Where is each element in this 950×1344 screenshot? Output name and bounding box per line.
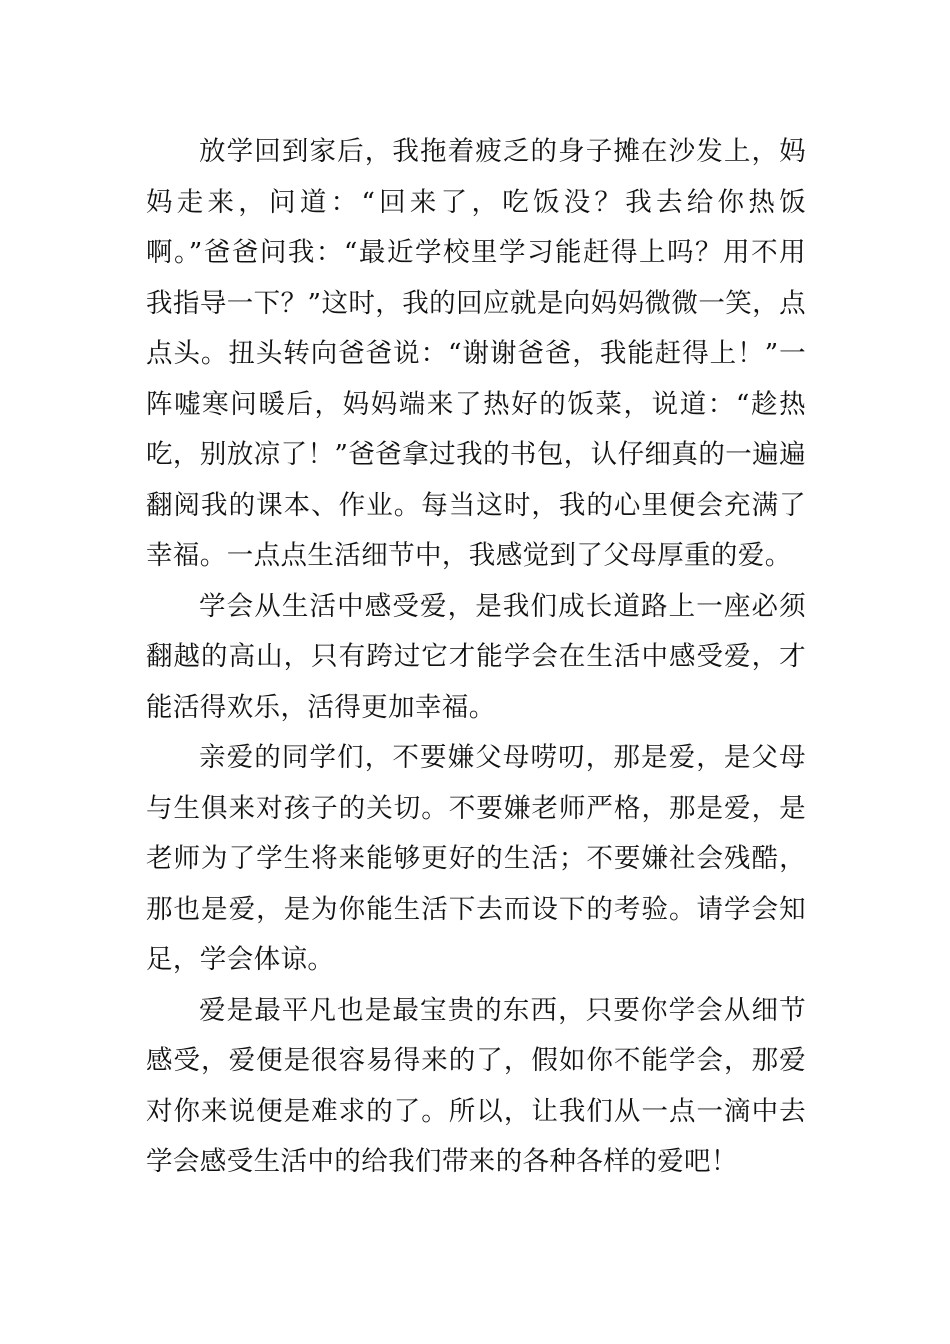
paragraph-2: 学会从生活中感受爱，是我们成长道路上一座必须翻越的高山，只有跨过它才能学会在生活中感受爱，才能活得欢乐，活得更加幸福。 (146, 590, 806, 723)
document-body (146, 127, 806, 1188)
paragraph-3: 亲爱的同学们，不要嫌父母唠叨，那是爱，是父母与生俱来对孩子的关切。不要嫌老师严格，那是爱，是老师为了学生将来能够更好的生活；不要嫌社会残酷，那也是爱，是为你能生活下去而设下的考验。请学会知足，学会体谅。 (146, 742, 806, 975)
paragraph-1: 放学回到家后，我拖着疲乏的身子摊在沙发上，妈妈走来，问道：“回来了，吃饭没？我去给你热饭啊。”爸爸问我：“最近学校里学习能赶得上吗？用不用我指导一下？”这时，我的回应就是向妈妈微微一笑，点点头。扭头转向爸爸说：“谢谢爸爸，我能赶得上！”一阵嘘寒问暖后，妈妈端来了热好的饭菜，说道：“趁热吃，别放凉了！”爸爸拿过我的书包，认仔细真的一遍遍翻阅我的课本、作业。每当这时，我的心里便会充满了幸福。一点点生活细节中，我感觉到了父母厚重的爱。 (146, 136, 806, 571)
paragraph-4: 爱是最平凡也是最宝贵的东西，只要你学会从细节感受，爱便是很容易得来的了，假如你不能学会，那爱对你来说便是难求的了。所以，让我们从一点一滴中去学会感受生活中的给我们带来的各种各样的爱吧！ (146, 994, 806, 1177)
